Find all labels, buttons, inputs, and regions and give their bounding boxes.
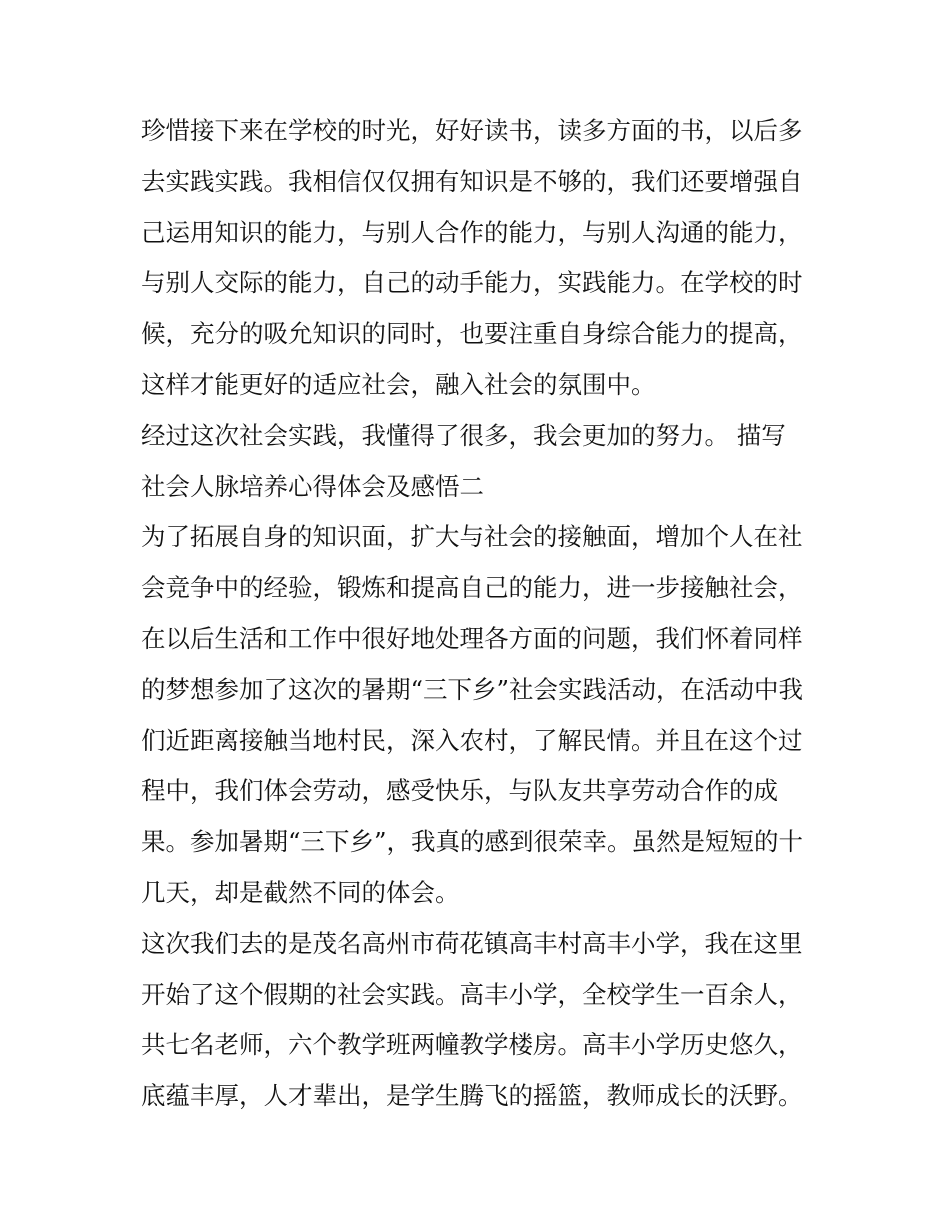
text-line: 果。参加暑期“三下乡”，我真的感到很荣幸。虽然是短短的十 bbox=[141, 827, 804, 857]
text-line: 为了拓展自身的知识面，扩大与社会的接触面，增加个人在社 bbox=[141, 522, 803, 552]
text-line: 程中，我们体会劳动，感受快乐，与队友共享劳动合作的成 bbox=[141, 776, 778, 806]
text-line: 珍惜接下来在学校的时光，好好读书，读多方面的书，以后多 bbox=[141, 116, 803, 145]
text-line: 共七名老师，六个教学班两幢教学楼房。高丰小学历史悠久， bbox=[141, 1030, 803, 1060]
text-line: 开始了这个假期的社会实践。高丰小学，全校学生一百余人， bbox=[141, 979, 803, 1009]
text-line: 在以后生活和工作中很好地处理各方面的问题，我们怀着同样 bbox=[141, 623, 803, 653]
text-line: 候，充分的吸允知识的同时，也要注重自身综合能力的提高， bbox=[141, 319, 803, 349]
text-line: 己运用知识的能力，与别人合作的能力，与别人沟通的能力， bbox=[141, 217, 803, 247]
text-line: 的梦想参加了这次的暑期“三下乡”社会实践活动，在活动中我 bbox=[141, 674, 804, 704]
text-line: 会竞争中的经验，锻炼和提高自己的能力，进一步接触社会， bbox=[141, 573, 803, 603]
text-line: 几天，却是截然不同的体会。 bbox=[141, 877, 460, 907]
text-line: 经过这次社会实践，我懂得了很多，我会更加的努力。 描写 bbox=[141, 420, 786, 450]
text-line: 这次我们去的是茂名高州市荷花镇高丰村高丰小学，我在这里 bbox=[141, 928, 803, 958]
text-line: 底蕴丰厚，人才辈出，是学生腾飞的摇篮，教师成长的沃野。 bbox=[141, 1081, 803, 1111]
text-line: 这样才能更好的适应社会，融入社会的氛围中。 bbox=[141, 369, 656, 399]
text-line: 与别人交际的能力，自己的动手能力，实践能力。在学校的时 bbox=[141, 268, 803, 298]
text-line: 去实践实践。我相信仅仅拥有知识是不够的，我们还要增强自 bbox=[141, 166, 803, 196]
section-heading-line: 社会人脉培养心得体会及感悟二 bbox=[141, 471, 484, 501]
text-line: 们近距离接触当地村民，深入农村，了解民情。并且在这个过 bbox=[141, 725, 803, 755]
body-text bbox=[141, 106, 821, 1122]
